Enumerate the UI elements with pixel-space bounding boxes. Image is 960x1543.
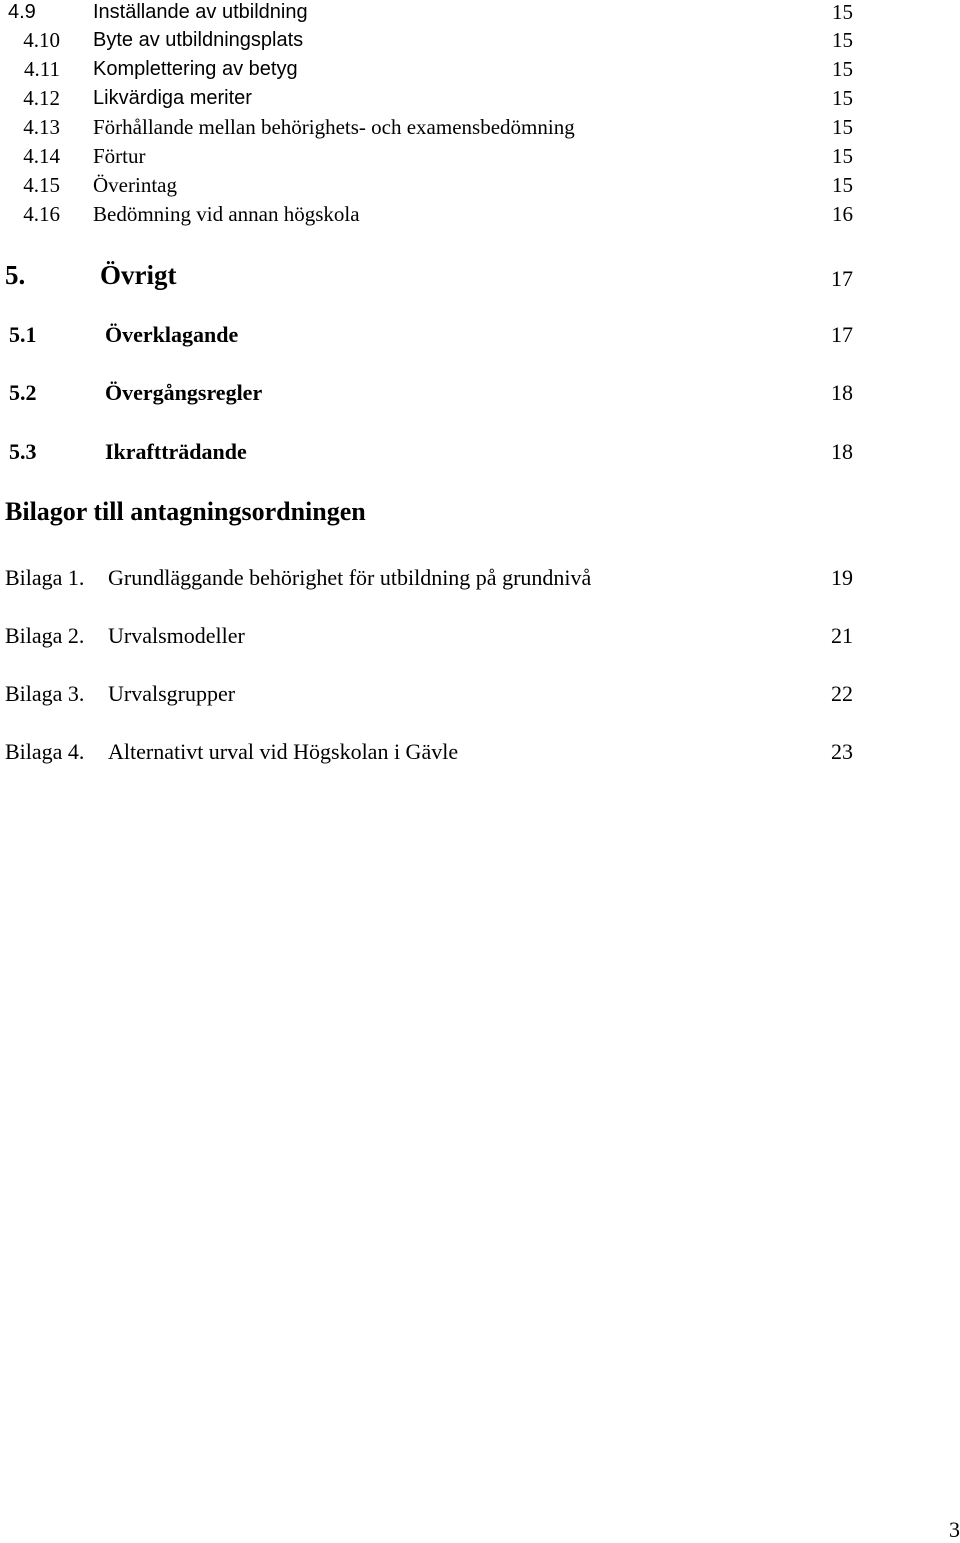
toc-entry — [0, 86, 960, 116]
toc-entry-page: 15 — [832, 28, 853, 52]
toc-entry-page: 15 — [832, 57, 853, 81]
toc-appendix-title: Grundläggande behörighet för utbildning på grundnivå — [108, 565, 592, 590]
toc-section-title: Ikraftträdande — [105, 439, 247, 464]
toc-entry-title: Förtur — [93, 144, 146, 168]
toc-section-number: 5.2 — [9, 380, 37, 405]
toc-section-number: 5.1 — [9, 322, 37, 347]
toc-entry-number: 4.16 — [23, 202, 60, 226]
toc-appendix — [0, 682, 960, 712]
toc-entry-title: Komplettering av betyg — [93, 58, 298, 80]
toc-appendix — [0, 566, 960, 596]
toc-section-title: Överklagande — [105, 322, 239, 347]
toc-entry-number: 4.14 — [23, 144, 60, 168]
toc-entry-title: Bedömning vid annan högskola — [93, 202, 360, 226]
toc-entry-page: 15 — [832, 173, 853, 197]
appendix-heading: Bilagor till antagningsordningen — [5, 497, 366, 526]
toc-section-page: 18 — [831, 439, 853, 464]
toc-entry-title: Likvärdiga meriter — [93, 87, 252, 109]
toc-entry-title: Byte av utbildningsplats — [93, 29, 304, 51]
toc-entry-title: Inställande av utbildning — [93, 1, 308, 23]
toc-appendix — [0, 624, 960, 654]
toc-section — [0, 323, 960, 353]
toc-entry-number: 4.11 — [24, 57, 60, 81]
toc-appendix-page: 22 — [831, 681, 853, 706]
toc-entry — [0, 115, 960, 145]
toc-entry-title: Förhållande mellan behörighets- och examensbedömning — [93, 115, 575, 139]
toc-entry — [0, 0, 960, 30]
toc-entry-title: Överintag — [93, 173, 177, 197]
toc-entry-number: 4.9 — [8, 1, 36, 23]
toc-entry-page: 15 — [832, 0, 853, 24]
toc-entry-number: 4.13 — [23, 115, 60, 139]
toc-entry-page: 15 — [832, 144, 853, 168]
toc-appendix-title: Alternativt urval vid Högskolan i Gävle — [108, 739, 459, 764]
toc-section — [0, 440, 960, 470]
toc-appendix-title: Urvalsmodeller — [108, 623, 245, 648]
toc-appendix-page: 23 — [831, 739, 853, 764]
toc-section-number: 5.3 — [9, 439, 37, 464]
toc-appendix — [0, 740, 960, 770]
toc-chapter-title: Övrigt — [100, 260, 177, 290]
toc-appendix-number: Bilaga 4. — [5, 739, 85, 764]
toc-section-title: Övergångsregler — [105, 380, 263, 405]
toc-entry-page: 16 — [832, 202, 853, 226]
toc-chapter-number: 5. — [5, 260, 26, 290]
toc-entry — [0, 57, 960, 87]
toc-appendix-title: Urvalsgrupper — [108, 681, 236, 706]
page-number: 3 — [949, 1517, 960, 1542]
toc-entry-page: 15 — [832, 86, 853, 110]
toc-section — [0, 381, 960, 411]
toc-entry-number: 4.10 — [23, 28, 60, 52]
toc-chapter-page: 17 — [831, 266, 853, 291]
toc-chapter — [0, 260, 960, 293]
toc-entry — [0, 144, 960, 174]
toc-entry-number: 4.15 — [23, 173, 60, 197]
toc-appendix-number: Bilaga 3. — [5, 681, 85, 706]
toc-entry — [0, 202, 960, 232]
toc-appendix-page: 19 — [831, 565, 853, 590]
toc-section-page: 18 — [831, 380, 853, 405]
toc-entry — [0, 28, 960, 58]
toc-section-page: 17 — [831, 322, 853, 347]
toc-entry-page: 15 — [832, 115, 853, 139]
toc-appendix-number: Bilaga 1. — [5, 565, 85, 590]
toc-entry-number: 4.12 — [23, 86, 60, 110]
toc-entry — [0, 173, 960, 203]
toc-appendix-page: 21 — [831, 623, 853, 648]
toc-appendix-number: Bilaga 2. — [5, 623, 85, 648]
